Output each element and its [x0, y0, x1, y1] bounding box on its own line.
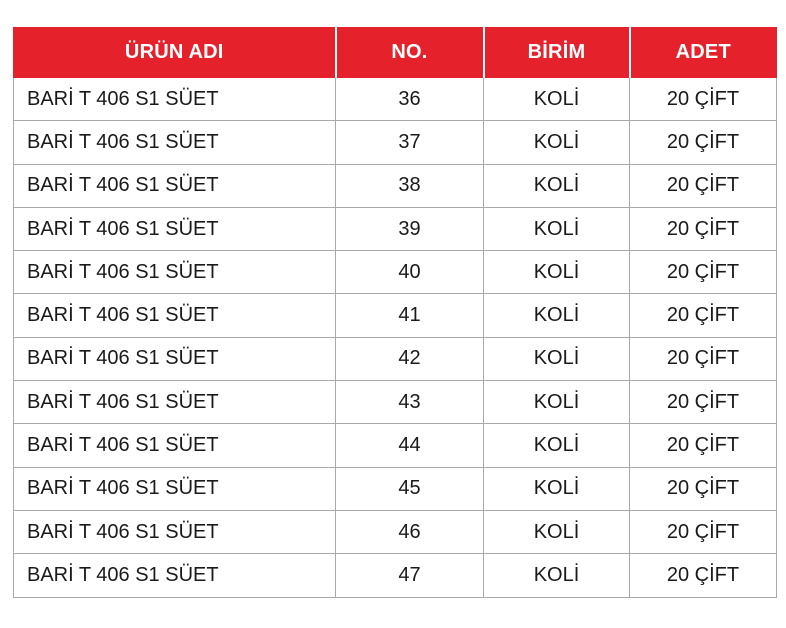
cell-unit: KOLİ [484, 510, 630, 553]
cell-product-name: BARİ T 406 S1 SÜET [14, 381, 336, 424]
table-row [14, 207, 777, 250]
cell-product-name: BARİ T 406 S1 SÜET [14, 554, 336, 597]
cell-product-name: BARİ T 406 S1 SÜET [14, 251, 336, 294]
cell-number: 47 [336, 554, 484, 597]
table-header [14, 28, 777, 78]
cell-number: 36 [336, 78, 484, 121]
cell-quantity: 20 ÇİFT [630, 381, 777, 424]
cell-unit: KOLİ [484, 424, 630, 467]
cell-quantity: 20 ÇİFT [630, 207, 777, 250]
cell-quantity: 20 ÇİFT [630, 294, 777, 337]
cell-number: 40 [336, 251, 484, 294]
cell-unit: KOLİ [484, 251, 630, 294]
product-table-container [13, 27, 776, 598]
column-header-quantity: ADET [630, 28, 777, 78]
table-row [14, 510, 777, 553]
table-row [14, 164, 777, 207]
cell-product-name: BARİ T 406 S1 SÜET [14, 207, 336, 250]
table-row [14, 381, 777, 424]
cell-number: 38 [336, 164, 484, 207]
cell-number: 45 [336, 467, 484, 510]
cell-number: 42 [336, 337, 484, 380]
column-header-product-name: ÜRÜN ADI [14, 28, 336, 78]
cell-unit: KOLİ [484, 78, 630, 121]
cell-quantity: 20 ÇİFT [630, 121, 777, 164]
cell-number: 41 [336, 294, 484, 337]
cell-unit: KOLİ [484, 554, 630, 597]
cell-number: 43 [336, 381, 484, 424]
cell-number: 46 [336, 510, 484, 553]
cell-quantity: 20 ÇİFT [630, 164, 777, 207]
table-row [14, 251, 777, 294]
cell-unit: KOLİ [484, 164, 630, 207]
table-body [14, 78, 777, 598]
column-header-number: NO. [336, 28, 484, 78]
table-row [14, 467, 777, 510]
product-table [13, 27, 777, 598]
table-row [14, 294, 777, 337]
cell-unit: KOLİ [484, 294, 630, 337]
cell-quantity: 20 ÇİFT [630, 251, 777, 294]
cell-product-name: BARİ T 406 S1 SÜET [14, 294, 336, 337]
cell-quantity: 20 ÇİFT [630, 510, 777, 553]
cell-unit: KOLİ [484, 337, 630, 380]
table-row [14, 121, 777, 164]
cell-quantity: 20 ÇİFT [630, 424, 777, 467]
cell-product-name: BARİ T 406 S1 SÜET [14, 78, 336, 121]
cell-unit: KOLİ [484, 381, 630, 424]
cell-product-name: BARİ T 406 S1 SÜET [14, 164, 336, 207]
table-row [14, 78, 777, 121]
cell-quantity: 20 ÇİFT [630, 554, 777, 597]
cell-quantity: 20 ÇİFT [630, 78, 777, 121]
table-row [14, 424, 777, 467]
cell-product-name: BARİ T 406 S1 SÜET [14, 510, 336, 553]
cell-number: 44 [336, 424, 484, 467]
cell-product-name: BARİ T 406 S1 SÜET [14, 467, 336, 510]
column-header-unit: BİRİM [484, 28, 630, 78]
cell-product-name: BARİ T 406 S1 SÜET [14, 337, 336, 380]
cell-number: 37 [336, 121, 484, 164]
table-row [14, 554, 777, 597]
cell-unit: KOLİ [484, 121, 630, 164]
table-header-row [14, 28, 777, 78]
table-row [14, 337, 777, 380]
cell-quantity: 20 ÇİFT [630, 467, 777, 510]
cell-unit: KOLİ [484, 207, 630, 250]
cell-number: 39 [336, 207, 484, 250]
cell-unit: KOLİ [484, 467, 630, 510]
cell-product-name: BARİ T 406 S1 SÜET [14, 121, 336, 164]
cell-product-name: BARİ T 406 S1 SÜET [14, 424, 336, 467]
cell-quantity: 20 ÇİFT [630, 337, 777, 380]
